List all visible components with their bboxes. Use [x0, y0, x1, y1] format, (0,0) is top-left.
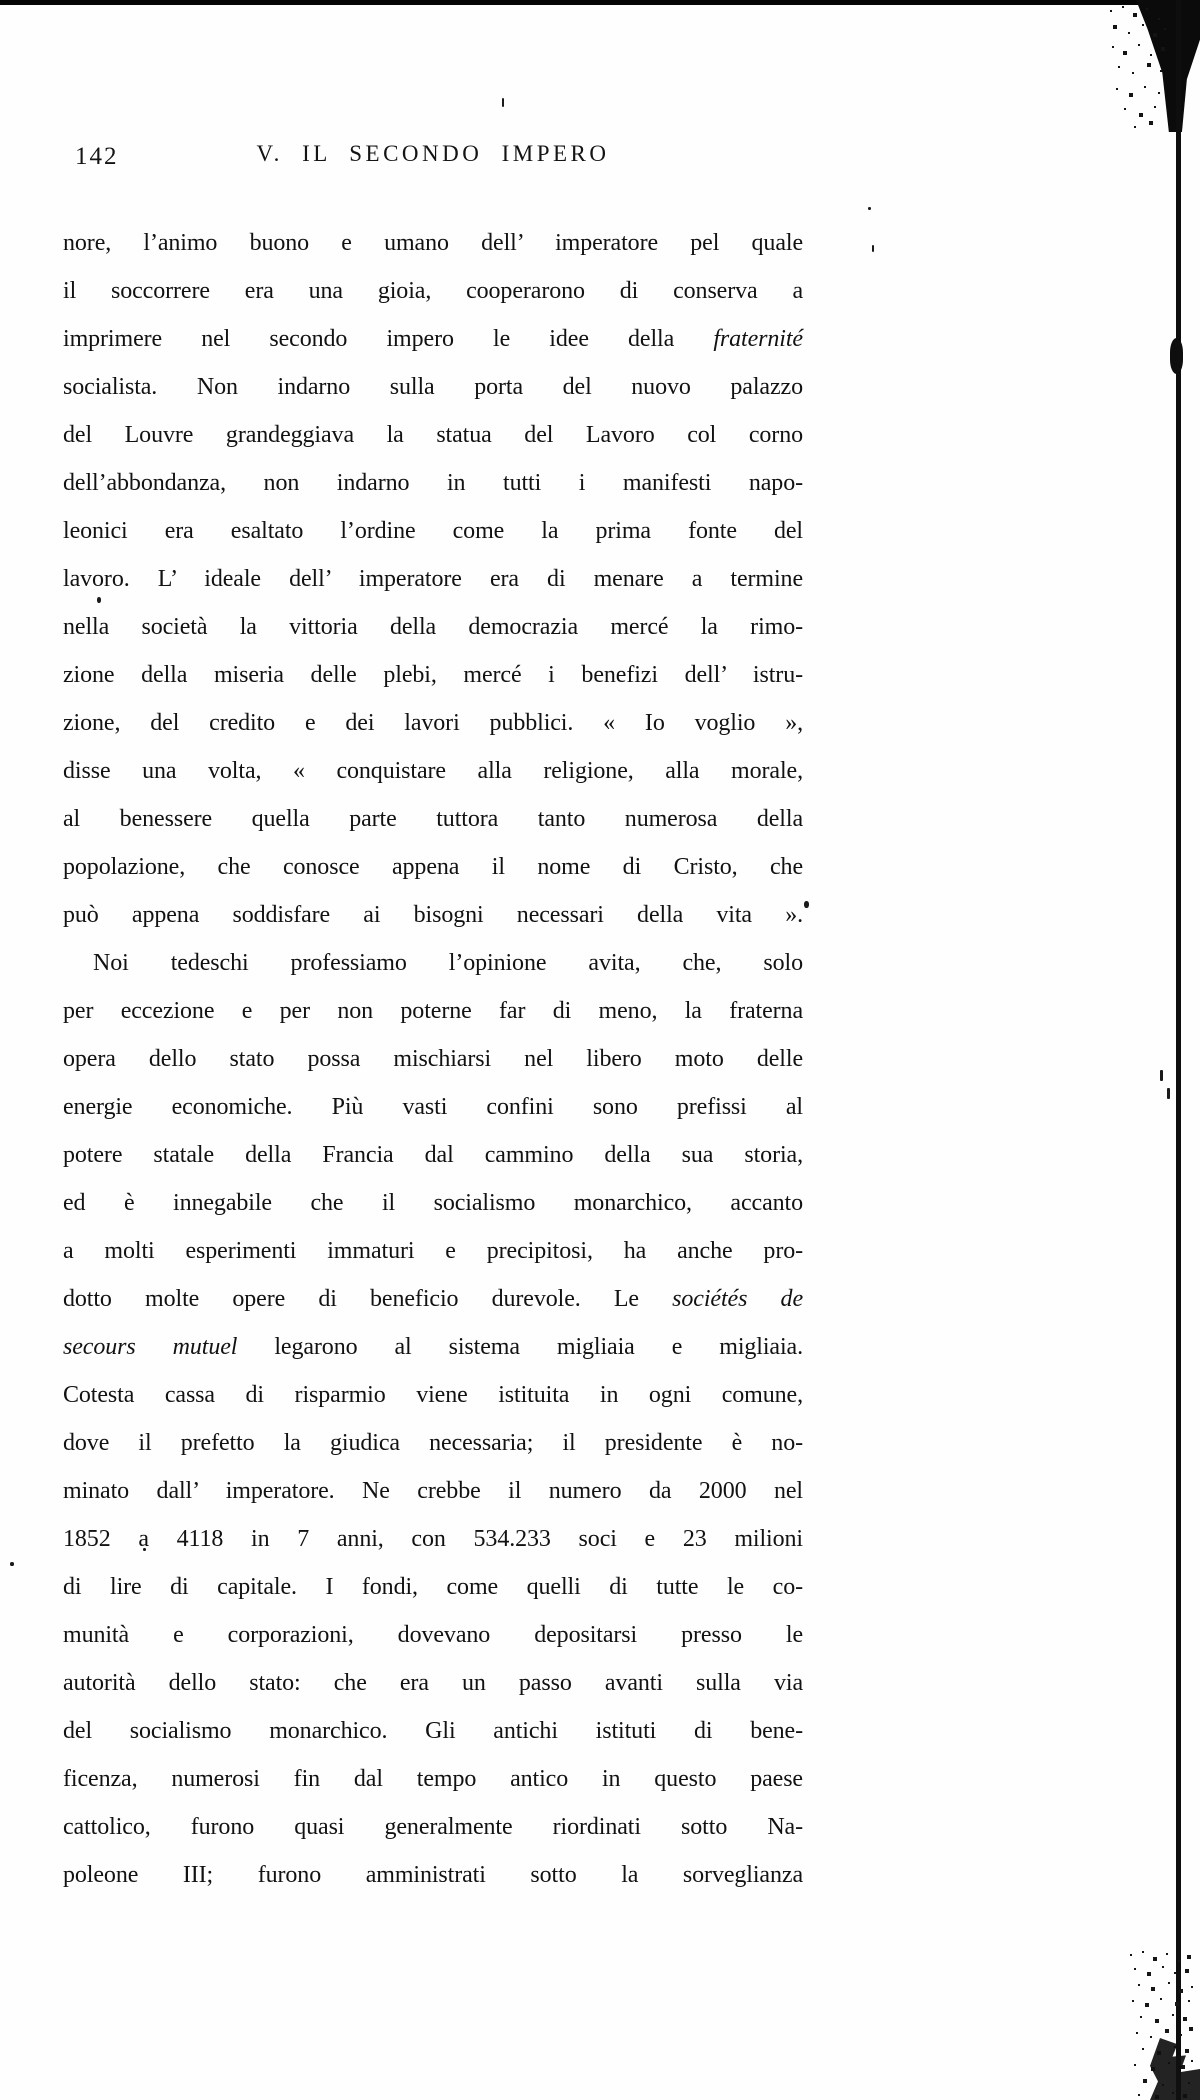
text-line: del socialismo monarchico. Gli antichi istituti di bene-	[63, 1718, 803, 1744]
binding-shadow-top	[1118, 0, 1200, 132]
text-line: dove il prefetto la giudica necessaria; il presidente è no-	[63, 1430, 803, 1456]
scan-edge-top	[0, 0, 1200, 5]
text-line: poleone III; furono amministrati sotto la sorveglianza	[63, 1862, 803, 1888]
text-line: minato dall’ imperatore. Ne crebbe il numero da 2000 nel	[63, 1478, 803, 1504]
text-line: 1852 a 4118 in 7 anni, con 534.233 soci e 23 milioni	[63, 1526, 803, 1552]
text-line: zione, del credito e dei lavori pubblici. « Io voglio »,	[63, 710, 803, 736]
text-line: può appena soddisfare ai bisogni necessari della vita ».	[63, 902, 803, 928]
paragraph	[63, 939, 803, 1899]
text-line: nore, l’animo buono e umano dell’ imperatore pel quale	[63, 230, 803, 256]
text-line: autorità dello stato: che era un passo avanti sulla via	[63, 1670, 803, 1696]
text-line: imprimere nel secondo impero le idee della fraternité	[63, 326, 803, 352]
text-line: nella società la vittoria della democrazia mercé la rimo-	[63, 614, 803, 640]
scan-speck	[10, 1562, 14, 1566]
text-line: al benessere quella parte tuttora tanto numerosa della	[63, 806, 803, 832]
scan-speck	[1160, 1070, 1163, 1081]
text-line: opera dello stato possa mischiarsi nel libero moto delle	[63, 1046, 803, 1072]
paragraph	[63, 219, 803, 939]
scan-noise-corner-patch	[1150, 2038, 1200, 2100]
running-title: V. IL SECONDO IMPERO	[256, 141, 610, 166]
scan-noise-top-right	[1106, 4, 1108, 6]
page-number: 142	[75, 143, 119, 170]
scan-speck	[868, 207, 871, 210]
scan-speck	[872, 245, 874, 252]
text-line: a molti esperimenti immaturi e precipitosi, ha anche pro-	[63, 1238, 803, 1264]
text-line: per eccezione e per non poterne far di meno, la fraterna	[63, 998, 803, 1024]
text-line: dotto molte opere di beneficio durevole. Le sociétés de	[63, 1286, 803, 1312]
text-line: disse una volta, « conquistare alla religione, alla morale,	[63, 758, 803, 784]
text-line: ficenza, numerosi fin dal tempo antico in questo paese	[63, 1766, 803, 1792]
text-line: secours mutuel legarono al sistema migliaia e migliaia.	[63, 1334, 803, 1360]
text-line: Noi tedeschi professiamo l’opinione avita, che, solo	[93, 950, 803, 976]
text-line: il soccorrere era una gioia, cooperarono di conserva a	[63, 278, 803, 304]
text-line: del Louvre grandeggiava la statua del Lavoro col corno	[63, 422, 803, 448]
text-line: di lire di capitale. I fondi, come quelli di tutte le co-	[63, 1574, 803, 1600]
text-line: cattolico, furono quasi generalmente riordinati sotto Na-	[63, 1814, 803, 1840]
text-line: socialista. Non indarno sulla porta del nuovo palazzo	[63, 374, 803, 400]
binding-shadow-bulge	[1170, 338, 1183, 374]
text-line: zione della miseria delle plebi, mercé i benefizi dell’ istru-	[63, 662, 803, 688]
text-line: ed è innegabile che il socialismo monarchico, accanto	[63, 1190, 803, 1216]
text-line: leonici era esaltato l’ordine come la prima fonte del	[63, 518, 803, 544]
text-line: dell’abbondanza, non indarno in tutti i manifesti napo-	[63, 470, 803, 496]
text-block	[63, 219, 803, 1899]
text-line: lavoro. L’ ideale dell’ imperatore era di menare a termine	[63, 566, 803, 592]
scan-speck	[502, 98, 504, 107]
text-line: popolazione, che conosce appena il nome di Cristo, che	[63, 854, 803, 880]
scan-speck	[1167, 1088, 1170, 1099]
page-header	[63, 141, 803, 175]
text-line: potere statale della Francia dal cammino della sua storia,	[63, 1142, 803, 1168]
binding-shadow-line	[1176, 0, 1181, 2100]
scan-speck	[804, 901, 809, 908]
text-line: Cotesta cassa di risparmio viene istituita in ogni comune,	[63, 1382, 803, 1408]
scan-noise-bottom-right	[1128, 1948, 1130, 1950]
text-line: munità e corporazioni, dovevano depositarsi presso le	[63, 1622, 803, 1648]
text-line: energie economiche. Più vasti confini sono prefissi al	[63, 1094, 803, 1120]
